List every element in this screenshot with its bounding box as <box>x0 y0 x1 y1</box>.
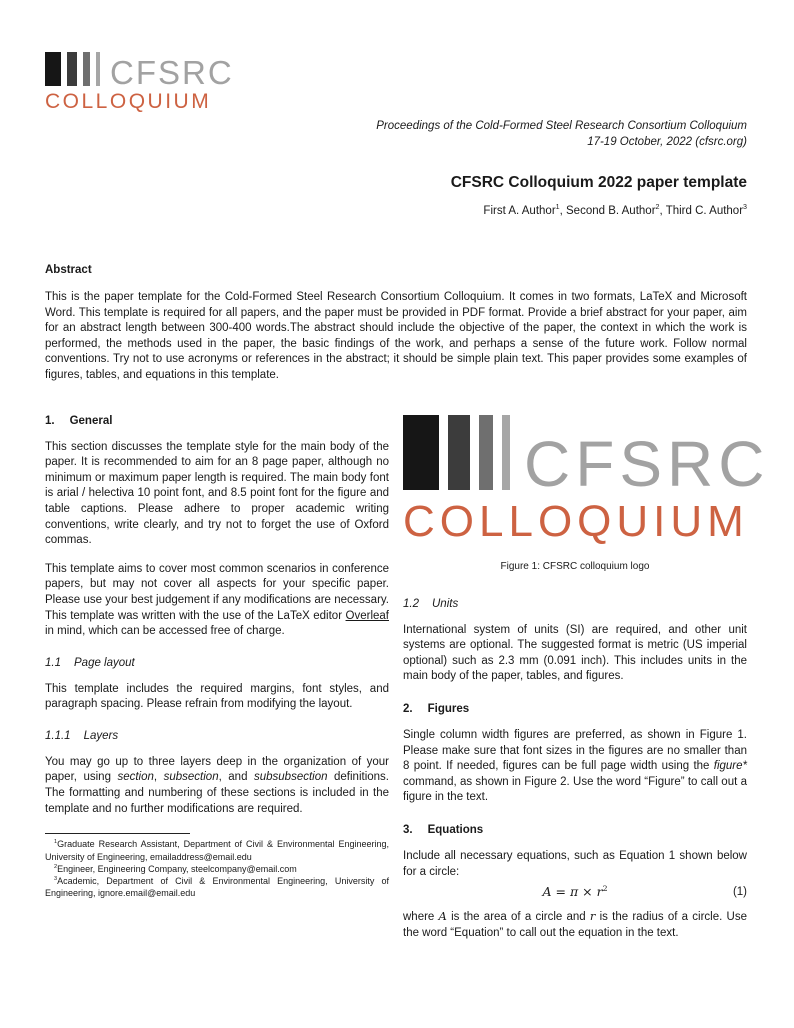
math-var-area: A <box>542 884 552 900</box>
section-1-2-paragraph: International system of units (SI) are required, and other unit systems are optional. The suggested format is metric (US imperial optional) such as 2.3 mm (0.091 inch). This includes units in the main body of the paper, tables, and figures. <box>403 623 747 683</box>
section-number: 3. <box>403 823 413 836</box>
section-1-paragraph-1: This section discusses the template style for the main body of the paper. It is recommended to aim for an 8 page paper, although no minimum or maximum paper length is required. The main body font is arial / helectiva 10 point font, and 8.5 point font for the figure and table captions. Please adhere to proper academic writing conventions, write clearly, and try not to forget the use of Oxford commas. <box>45 440 389 547</box>
section-2-paragraph <box>403 728 747 806</box>
math-equals: = <box>551 884 570 900</box>
proceedings-line2: 17-19 October, 2022 (cfsrc.org) <box>587 135 747 148</box>
paragraph-text: , <box>153 771 164 784</box>
paragraph-text: is the area of a circle and <box>446 911 590 924</box>
logo-bar <box>479 415 493 490</box>
footnotes <box>45 838 389 899</box>
page-title: CFSRC Colloquium 2022 paper template <box>450 174 747 191</box>
section-1-1-paragraph: This template includes the required margins, font styles, and paragraph spacing. Please refrain from modifying the layout. <box>45 682 389 711</box>
latex-keyword: figure* <box>713 760 747 773</box>
section-number: 2. <box>403 702 413 715</box>
footnote-text: Engineer, Engineering Company, steelcompany@email.com <box>57 863 297 874</box>
section-3-intro: Include all necessary equations, such as Equation 1 shown below for a circle: <box>403 849 747 878</box>
section-number: 1.2 <box>403 597 419 610</box>
footnote-text: Graduate Research Assistant, Department of Civil & Environmental Engineering, University of Engineering, emailaddress@email.edu <box>45 839 389 862</box>
author-1-affil-mark: 1 <box>555 203 560 212</box>
equation-number: (1) <box>732 885 747 898</box>
author-2: Second B. Author <box>566 205 656 217</box>
section-3-outro <box>403 909 747 941</box>
section-title: Units <box>432 597 459 610</box>
overleaf-link[interactable]: Overleaf <box>345 609 389 622</box>
logo-bar <box>448 415 470 490</box>
author-separator: , <box>559 205 567 217</box>
math-exponent: 2 <box>602 883 608 893</box>
paragraph-text: , and <box>218 771 254 784</box>
math-var-radius: r <box>589 909 596 924</box>
footnote-text: Academic, Department of Civil & Environmental Engineering, University of Engineering, ignore.email@email.edu <box>45 876 389 899</box>
logo-wordmark: COLLOQUIUM <box>45 90 212 113</box>
logo-wordmark: COLLOQUIUM <box>403 496 749 546</box>
equation-body <box>431 884 719 899</box>
paragraph-text: Single column width figures are preferred, as shown in Figure 1. Please make sure that font sizes in the figures are no smaller than 8 point. If needed, figures can be full page width using the <box>403 728 747 773</box>
abstract-section <box>45 264 747 384</box>
paragraph-text: in mind, which can be accessed free of charge. <box>45 625 285 638</box>
authors-line <box>45 205 747 217</box>
section-1-1-heading <box>45 657 389 669</box>
abstract-text: This is the paper template for the Cold-Formed Steel Research Consortium Colloquium. It comes in two formats, LaTeX and Microsoft Word. This template is required for all papers, and the paper must be provided in PDF format. Provide a brief abstract for your paper, aim for an abstract length between 300-400 words.The abstract should include the objective of the paper, the context in which the work is performed, the methods used in the paper, the basic findings of the work, and perhaps a sense of the future work. Follow normal conventions. Try not to use acronyms or references in the abstract; it should be simple plain text. This paper provides some examples of figures, tables, and equations in this template. <box>45 291 747 381</box>
logo-acronym: CFSRC <box>110 54 234 92</box>
footnote-rule <box>45 833 190 834</box>
right-column <box>403 415 770 955</box>
math-times: × <box>578 884 597 900</box>
section-1-paragraph-2 <box>45 562 389 640</box>
logo-acronym: CFSRC <box>524 427 770 500</box>
footnote-1 <box>45 838 389 863</box>
paragraph-text: where <box>403 911 439 924</box>
left-column <box>45 415 389 955</box>
section-1-2-heading <box>403 598 747 610</box>
logo-bar <box>45 52 61 86</box>
section-number: 1.1 <box>45 656 61 669</box>
cfsrc-logo-small <box>45 52 747 112</box>
latex-keyword: section <box>117 771 154 784</box>
author-3: Third C. Author <box>665 205 744 217</box>
author-3-affil-mark: 3 <box>743 203 747 212</box>
proceedings-line1: Proceedings of the Cold-Formed Steel Research Consortium Colloquium <box>376 120 747 132</box>
figure-1-caption: Figure 1: CFSRC colloquium logo <box>500 560 650 572</box>
footnote-3 <box>45 875 389 900</box>
section-1-heading <box>45 415 389 427</box>
section-title: General <box>69 414 113 427</box>
paragraph-text: definitions. The formatting and numbering of these sections is included in the template and no further modifications are required. <box>45 771 389 815</box>
cfsrc-logo-large <box>403 415 770 546</box>
logo-bar <box>83 52 90 86</box>
section-1-1-1-paragraph <box>45 755 389 817</box>
math-var-radius: r <box>596 884 603 900</box>
footnote-2 <box>45 863 389 875</box>
section-number: 1. <box>45 414 55 427</box>
section-title: Equations <box>427 823 484 836</box>
abstract-heading: Abstract <box>45 264 92 276</box>
paragraph-text: You may go up to three layers deep in the organization of your paper, using <box>45 755 389 784</box>
section-number: 1.1.1 <box>45 729 71 742</box>
author-1: First A. Author <box>483 205 556 217</box>
equation-1 <box>403 884 747 899</box>
author-2-affil-mark: 2 <box>655 203 660 212</box>
paragraph-text: This template aims to cover most common scenarios in conference papers, but may not cover all aspects for your specific paper. Please use your best judgement if any modifications are necessary. This template was written with the use of the LaTeX editor <box>45 562 389 622</box>
proceedings-note <box>45 119 747 150</box>
two-column-body <box>45 414 770 955</box>
section-title: Figures <box>427 702 470 715</box>
math-pi: π <box>569 884 579 900</box>
logo-bars-icon <box>403 415 519 490</box>
section-title: Layers <box>83 729 119 742</box>
author-separator: , <box>659 205 666 217</box>
latex-keyword: subsection <box>163 771 219 784</box>
math-var-area: A <box>438 909 447 924</box>
paper-header <box>45 52 747 217</box>
footnote-marker: 1 <box>54 839 58 846</box>
footnote-marker: 3 <box>54 876 58 883</box>
logo-bar <box>67 52 77 86</box>
paragraph-text: command, as shown in Figure 2. Use the word “Figure” to call out a figure in the text. <box>403 775 747 804</box>
figure-1 <box>403 415 770 572</box>
paragraph-text: is the radius of a circle. Use the word “Equation” to call out the equation in the text. <box>403 911 747 939</box>
section-1-1-1-heading <box>45 730 389 742</box>
logo-bar <box>502 415 510 490</box>
latex-keyword: subsubsection <box>253 771 328 784</box>
section-title: Page layout <box>74 656 135 669</box>
section-3-heading <box>403 824 747 836</box>
logo-bar <box>96 52 100 86</box>
logo-bar <box>403 415 439 490</box>
logo-bars-icon <box>45 52 106 86</box>
footnote-marker: 2 <box>54 863 58 870</box>
section-2-heading <box>403 703 747 715</box>
